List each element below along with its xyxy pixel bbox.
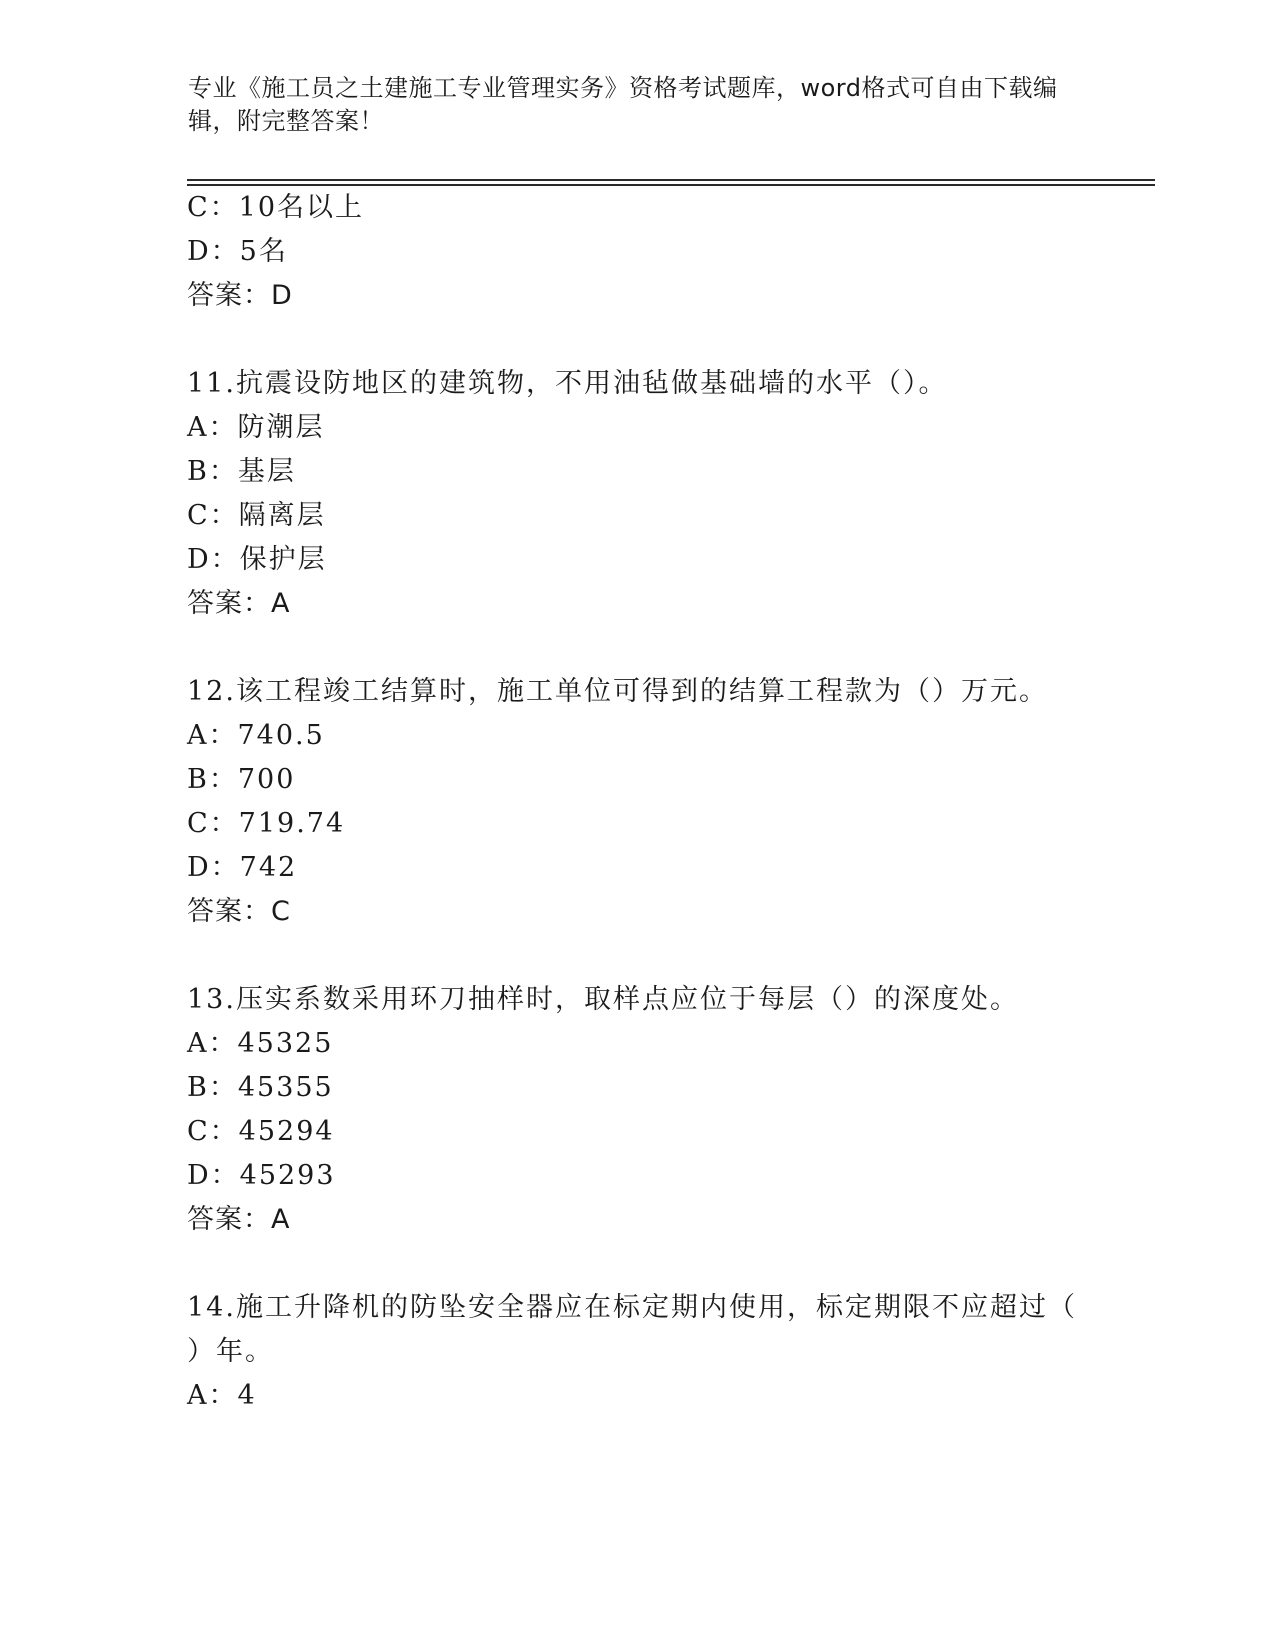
document-header: [188, 72, 1088, 138]
prev-answer: 答案：D: [187, 280, 293, 311]
q12-question: 12.该工程竣工结算时，施工单位可得到的结算工程款为（）万元。: [187, 676, 1048, 707]
q13-option-b: B：45355: [187, 1072, 334, 1103]
q13-option-a: A：45325: [187, 1028, 334, 1059]
q11-option-b: B：基层: [187, 456, 296, 487]
q11-question: 11.抗震设防地区的建筑物，不用油毡做基础墙的水平（）。: [187, 368, 948, 399]
q12-option-c: C：719.74: [187, 808, 346, 839]
q11-option-d: D：保护层: [187, 544, 327, 575]
prev-option-d: D：5名: [187, 236, 288, 267]
q14-question-line-1: 14.施工升降机的防坠安全器应在标定期内使用，标定期限不应超过（: [187, 1292, 1077, 1323]
q12-option-b: B：700: [187, 764, 296, 795]
header-line-1: 专业《施工员之土建施工专业管理实务》资格考试题库，word格式可自由下载编: [188, 74, 1058, 102]
q14-question-line-2: ）年。: [187, 1336, 274, 1367]
q13-option-c: C：45294: [187, 1116, 335, 1147]
header-line-2: 辑，附完整答案！: [188, 107, 384, 135]
q12-option-d: D：742: [187, 852, 298, 883]
header-divider-bottom: [187, 184, 1155, 186]
q13-question: 13.压实系数采用环刀抽样时，取样点应位于每层（）的深度处。: [187, 984, 1019, 1015]
q14-option-a: A：4: [187, 1380, 257, 1411]
q12-answer: 答案：C: [187, 896, 291, 927]
q11-answer: 答案：A: [187, 588, 291, 619]
q13-answer: 答案：A: [187, 1204, 291, 1235]
q11-option-a: A：防潮层: [187, 412, 325, 443]
prev-option-c: C：10名以上: [187, 192, 365, 223]
q13-option-d: D：45293: [187, 1160, 336, 1191]
q12-option-a: A：740.5: [187, 720, 325, 751]
header-divider-top: [187, 179, 1155, 181]
q11-option-c: C：隔离层: [187, 500, 326, 531]
